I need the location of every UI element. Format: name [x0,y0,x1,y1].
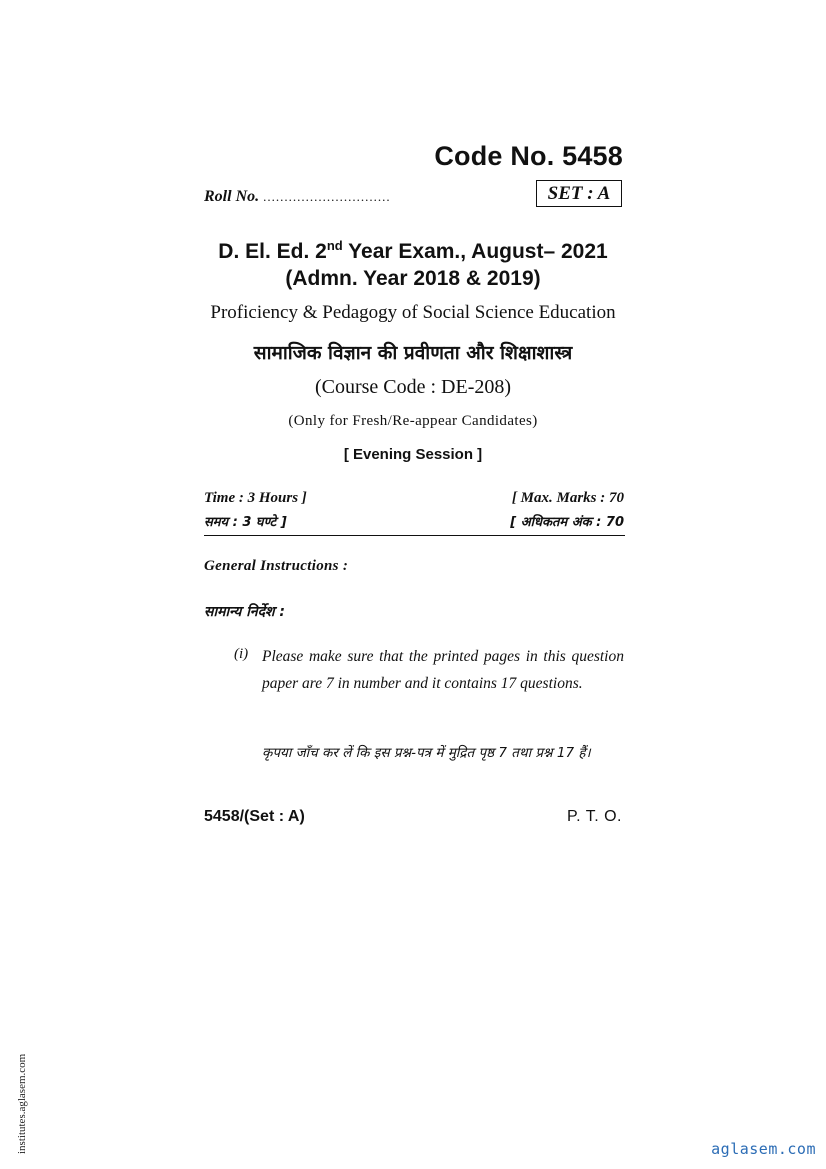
pto-label: P. T. O. [567,808,622,825]
exam-title-line2: (Admn. Year 2018 & 2019) [285,267,541,290]
roll-number-label: Roll No. [204,188,260,205]
side-watermark: institutes.aglasem.com [16,1053,28,1154]
subject-hindi: सामाजिक विज्ञान की प्रवीणता और शिक्षाशास्त्र [253,342,573,364]
time-english: Time : 3 Hours ] [204,490,307,506]
subject-english: Proficiency & Pedagogy of Social Science Education [210,302,616,323]
candidates-note: (Only for Fresh/Re-appear Candidates) [288,413,538,429]
set-box: SET : A [536,180,622,207]
session-label: [ Evening Session ] [343,446,483,463]
code-number: Code No. 5458 [434,141,623,171]
roll-number-dots: .............................. [263,189,391,204]
max-marks-english: [ Max. Marks : 70 [511,490,624,506]
divider [204,535,625,536]
exam-title-line1: D. El. Ed. 2nd Year Exam., August– 2021 [218,238,608,263]
course-code: (Course Code : DE-208) [314,376,512,398]
max-marks-hindi: [ अधिकतम अंक : 70 [510,515,624,530]
watermark-link[interactable]: aglasem.com [711,1140,816,1158]
time-hindi: समय : 3 घण्टे ] [204,515,287,530]
instruction-hindi: कृपया जाँच कर लें कि इस प्रश्न-पत्र में मुद्रित पृष्ठ 7 तथा प्रश्न 17 हैं। [262,745,591,761]
instruction-english: Please make sure that the printed pages in this question paper are 7 in number and it contains 17 questions. [262,648,624,692]
general-instructions-heading-hindi: सामान्य निर्देश : [204,604,286,620]
roll-number-field [204,188,391,206]
exam-title [0,232,826,292]
general-instructions-heading: General Instructions : [204,558,349,574]
footer-code: 5458/(Set : A) [204,808,305,825]
instruction-number: (i) [234,646,249,662]
